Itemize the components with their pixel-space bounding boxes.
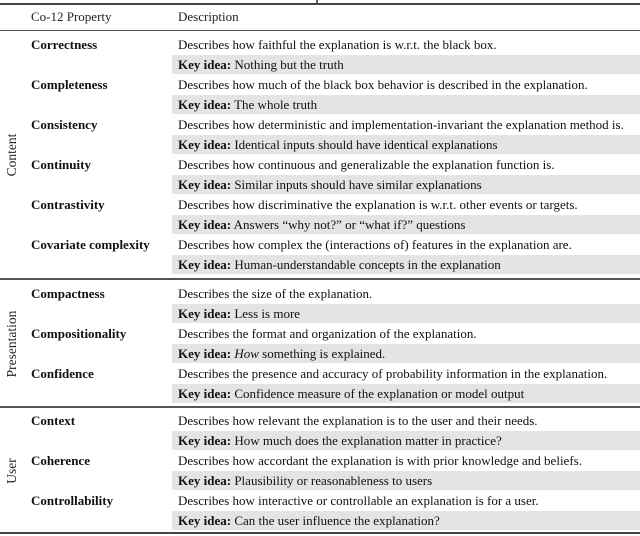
key-idea-label: Key idea: (178, 137, 232, 152)
key-idea-text: Human-understandable concepts in the explanation (234, 257, 501, 272)
table-row (0, 155, 640, 175)
property-name: Compositionality (31, 326, 127, 341)
property-name: Confidence (31, 366, 94, 381)
key-idea-label: Key idea: (178, 97, 232, 112)
group-label-presentation: Presentation (4, 310, 19, 378)
property-description: Describes how relevant the explanation is to the user and their needs. (178, 413, 538, 428)
key-idea-text: Plausibility or reasonableness to users (234, 473, 433, 488)
group-label-content: Content (4, 133, 19, 177)
table-row (0, 195, 640, 215)
property-description: Describes how complex the (interactions of) features in the explanation are. (178, 237, 572, 252)
key-idea-row (172, 215, 640, 234)
property-name: Covariate complexity (31, 237, 150, 252)
table-row (0, 451, 640, 471)
key-idea-text: How much does the explanation matter in practice? (234, 433, 502, 448)
table-row (0, 411, 640, 431)
table-row (0, 284, 640, 304)
key-idea-label: Key idea: (178, 473, 232, 488)
key-idea-label: Key idea: (178, 257, 232, 272)
key-idea-row (172, 95, 640, 114)
table-row (0, 115, 640, 135)
group-separator (0, 406, 640, 408)
key-idea-row (172, 344, 640, 363)
property-name: Consistency (31, 117, 98, 132)
table-row (0, 35, 640, 55)
key-idea-row (172, 55, 640, 74)
property-description: Describes how discriminative the explanation is w.r.t. other events or targets. (178, 197, 578, 212)
property-name: Controllability (31, 493, 114, 508)
table-top-rule (0, 3, 640, 5)
header-description: Description (178, 9, 239, 24)
key-idea-text: Nothing but the truth (234, 57, 344, 72)
key-idea-label: Key idea: (178, 177, 232, 192)
key-idea-row (172, 471, 640, 490)
key-idea-label: Key idea: (178, 386, 232, 401)
key-idea-text: Similar inputs should have similar explanations (234, 177, 482, 192)
key-idea-text: Answers “why not?” or “what if?” questions (233, 217, 466, 232)
key-idea-row (172, 255, 640, 274)
property-name: Contrastivity (31, 197, 105, 212)
key-idea-label: Key idea: (178, 57, 232, 72)
property-name: Compactness (31, 286, 105, 301)
group-label-user: User (4, 458, 19, 484)
key-idea-text: The whole truth (234, 97, 318, 112)
property-description: Describes how accordant the explanation is with prior knowledge and beliefs. (178, 453, 582, 468)
key-idea-text: Confidence measure of the explanation or model output (234, 386, 525, 401)
property-description: Describes the presence and accuracy of probability information in the explanation. (178, 366, 608, 381)
property-description: Describes the format and organization of the explanation. (178, 326, 477, 341)
key-idea-label: Key idea: (178, 306, 232, 321)
key-idea-row (172, 431, 640, 450)
table-row (0, 324, 640, 344)
key-idea-text: Less is more (234, 306, 301, 321)
key-idea-label: Key idea: (178, 513, 232, 528)
property-name: Context (31, 413, 76, 428)
key-idea-label: Key idea: (178, 217, 232, 232)
property-description: Describes how much of the black box behavior is described in the explanation. (178, 77, 588, 92)
table-row (0, 364, 640, 384)
group-user (0, 411, 640, 531)
property-description: Describes the size of the explanation. (178, 286, 373, 301)
table-row (0, 235, 640, 255)
key-idea-row (172, 175, 640, 194)
table-row (0, 491, 640, 511)
group-content (0, 35, 640, 275)
property-description: Describes how continuous and generalizable the explanation function is. (178, 157, 555, 172)
group-separator (0, 278, 640, 280)
key-idea-text: Identical inputs should have identical explanations (234, 137, 498, 152)
property-description: Describes how interactive or controllable an explanation is for a user. (178, 493, 539, 508)
property-description: Describes how faithful the explanation is w.r.t. the black box. (178, 37, 497, 52)
key-idea-row (172, 135, 640, 154)
key-idea-text: Can the user influence the explanation? (234, 513, 440, 528)
property-name: Coherence (31, 453, 90, 468)
key-idea-label: Key idea: (178, 433, 232, 448)
key-idea-row (172, 304, 640, 323)
key-idea-row (172, 511, 640, 530)
key-idea-text: something is explained. (258, 346, 386, 361)
header-rule (0, 30, 640, 31)
property-description: Describes how deterministic and implementation-invariant the explanation method is. (178, 117, 624, 132)
table-row (0, 75, 640, 95)
key-idea-emphasis: How (234, 346, 259, 361)
property-name: Completeness (31, 77, 108, 92)
property-name: Continuity (31, 157, 91, 172)
property-name: Correctness (31, 37, 98, 52)
key-idea-row (172, 384, 640, 403)
header-property: Co-12 Property (31, 9, 112, 24)
table-bottom-rule (0, 532, 640, 534)
key-idea-label: Key idea: (178, 346, 232, 361)
group-presentation (0, 284, 640, 404)
